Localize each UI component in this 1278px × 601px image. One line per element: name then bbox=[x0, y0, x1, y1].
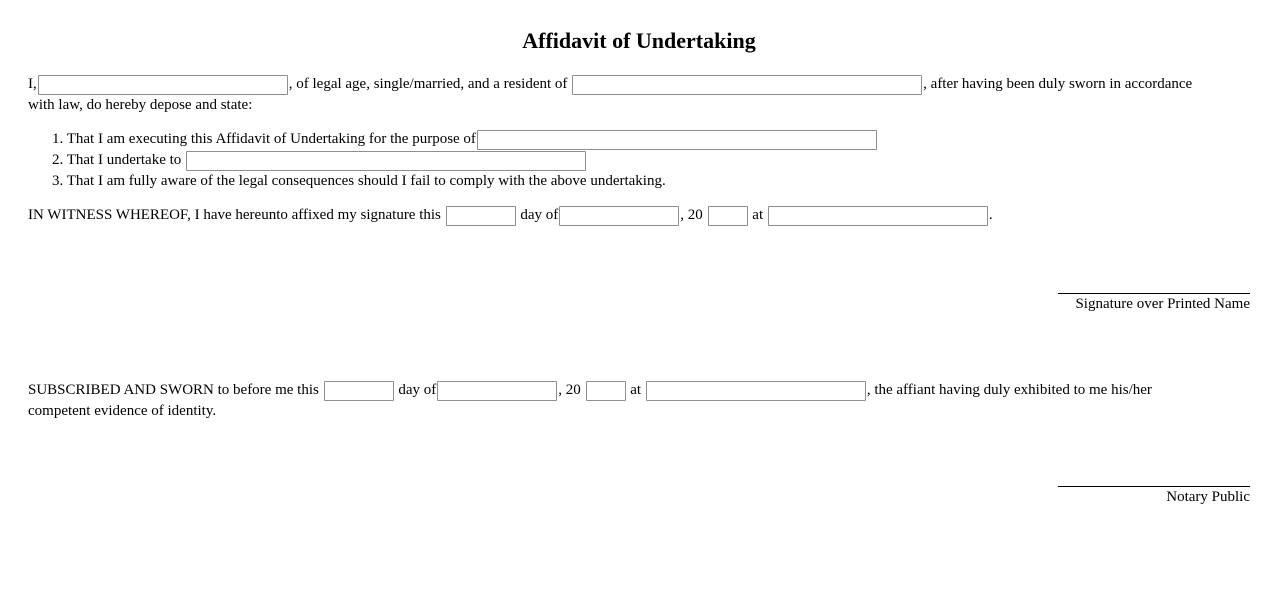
intro-line2: with law, do hereby depose and state: bbox=[28, 96, 253, 113]
sworn-day-field[interactable] bbox=[324, 381, 394, 401]
witness-prefix: IN WITNESS WHEREOF, I have hereunto affixed my signature this bbox=[28, 207, 441, 223]
signature-label: Signature over Printed Name bbox=[1075, 296, 1250, 312]
item-text: That I am executing this Affidavit of Undertaking for the purpose of bbox=[66, 131, 476, 147]
sworn-place-field[interactable] bbox=[646, 381, 866, 401]
sworn-twenty: , 20 bbox=[558, 382, 581, 398]
sworn-year-field[interactable] bbox=[586, 381, 626, 401]
sworn-line2: competent evidence of identity. bbox=[28, 402, 217, 419]
item-text: That I undertake to bbox=[66, 152, 182, 168]
witness-year-field[interactable] bbox=[708, 206, 748, 226]
affiant-name-field[interactable] bbox=[38, 75, 288, 95]
witness-paragraph bbox=[28, 205, 1250, 226]
item-number: 2. bbox=[52, 152, 64, 168]
list-item bbox=[52, 129, 878, 150]
intro-paragraph bbox=[28, 74, 1250, 115]
intro-prefix: I, bbox=[28, 76, 37, 92]
sworn-at: at bbox=[630, 382, 642, 398]
undertaking-field[interactable] bbox=[186, 151, 586, 171]
item-text: That I am fully aware of the legal consequences should I fail to comply with the above undertaking. bbox=[66, 173, 666, 189]
notary-label: Notary Public bbox=[1166, 489, 1250, 505]
item-number: 3. bbox=[52, 173, 64, 189]
intro-after-name: , of legal age, single/married, and a resident of bbox=[288, 76, 568, 92]
residence-field[interactable] bbox=[572, 75, 922, 95]
witness-day-field[interactable] bbox=[446, 206, 516, 226]
witness-day-of: day of bbox=[520, 207, 559, 223]
witness-twenty: , 20 bbox=[680, 207, 703, 223]
list-item bbox=[52, 150, 878, 171]
sworn-day-of: day of bbox=[398, 382, 437, 398]
witness-place-field[interactable] bbox=[768, 206, 988, 226]
witness-month-field[interactable] bbox=[559, 206, 679, 226]
page-title: Affidavit of Undertaking bbox=[522, 28, 756, 53]
sworn-paragraph bbox=[28, 380, 1250, 421]
intro-after-residence: , after having been duly sworn in accordance bbox=[923, 76, 1193, 92]
sworn-prefix: SUBSCRIBED AND SWORN to before me this bbox=[28, 382, 319, 398]
witness-end: . bbox=[988, 207, 993, 223]
item-number: 1. bbox=[52, 131, 64, 147]
undertaking-list bbox=[52, 129, 878, 192]
sworn-after-place: , the affiant having duly exhibited to me his/her bbox=[866, 382, 1152, 398]
witness-at: at bbox=[752, 207, 764, 223]
sworn-month-field[interactable] bbox=[437, 381, 557, 401]
list-item bbox=[52, 171, 878, 192]
purpose-field[interactable] bbox=[477, 130, 877, 150]
